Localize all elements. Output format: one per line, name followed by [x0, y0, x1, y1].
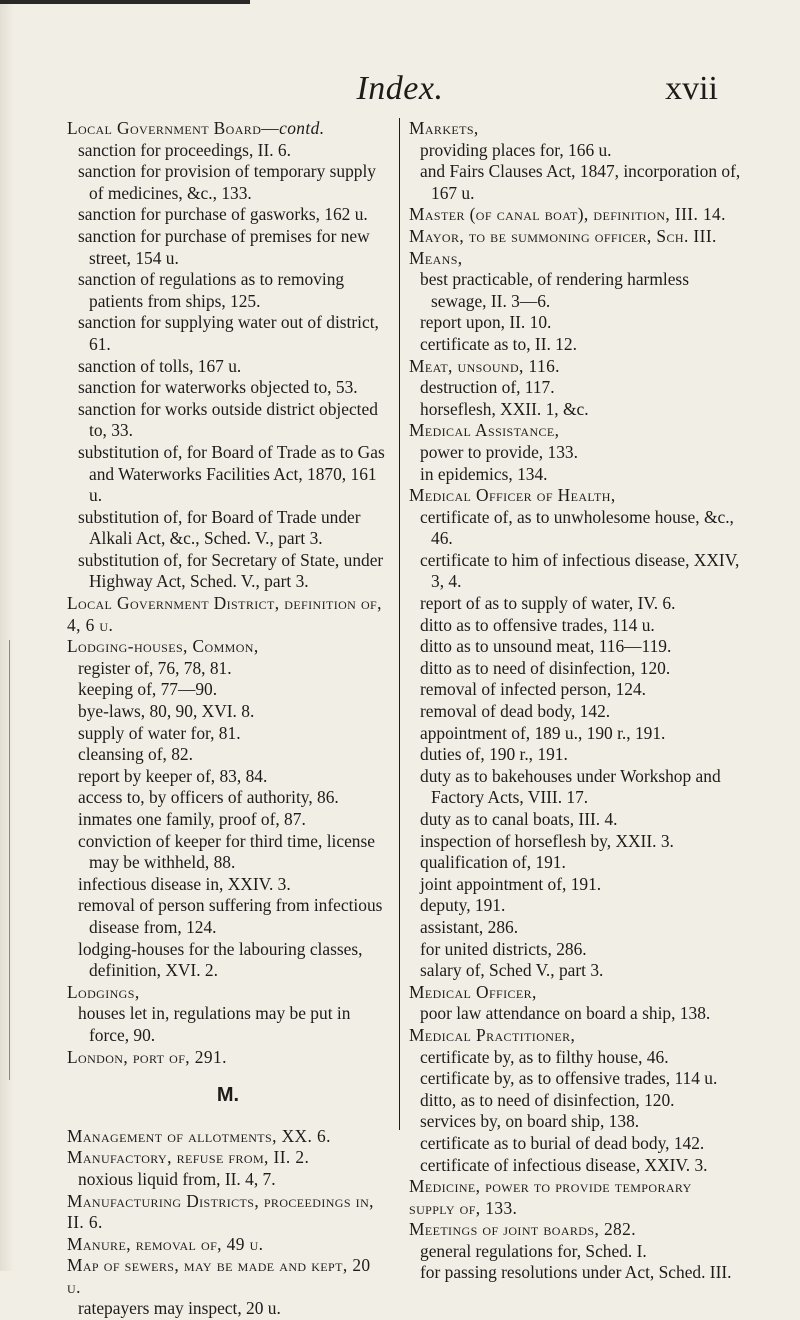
index-subentry: in epidemics, 134.: [420, 463, 548, 484]
index-subentry: sanction for supplying water out of district, 61.: [78, 312, 379, 354]
index-subentry: sanction for provision of temporary supply of medicines, &c., 133.: [78, 161, 377, 203]
heading-text: Meat, unsound, 116.: [409, 355, 560, 376]
index-subentry: deputy, 191.: [420, 895, 506, 916]
index-subentry: cleansing of, 82.: [78, 744, 193, 765]
index-subentry: duties of, 190 r., 191.: [420, 744, 568, 765]
index-subentry: houses let in, regulations may be put in force, 90.: [78, 1003, 351, 1045]
index-subentry: for united districts, 286.: [420, 938, 587, 959]
index-subentry: bye-laws, 80, 90, XVI. 8.: [78, 701, 255, 722]
index-subentry: joint appointment of, 191.: [420, 873, 602, 894]
index-heading-entry: [409, 1176, 742, 1219]
continued-marker: contd.: [279, 118, 325, 138]
index-subentry: keeping of, 77—90.: [78, 679, 218, 700]
spine-edge-line: [9, 640, 10, 1080]
index-heading-entry: [67, 1147, 389, 1169]
index-heading-entry: [67, 982, 389, 1004]
index-subentry: appointment of, 189 u., 190 r., 191.: [420, 722, 666, 743]
index-subentry: ditto as to need of disinfection, 120.: [420, 657, 671, 678]
index-subentry: certificate by, as to filthy house, 46.: [420, 1046, 669, 1067]
index-heading-entry: [409, 982, 742, 1004]
index-subentry: sanction of tolls, 167 u.: [78, 355, 242, 376]
index-subentry: ratepayers may inspect, 20 u.: [78, 1298, 281, 1319]
heading-text: Lodging-houses, Common,: [67, 636, 259, 657]
index-subentry: removal of infected person, 124.: [420, 679, 647, 700]
index-subentry: noxious liquid from, II. 4, 7.: [78, 1168, 276, 1189]
index-subentry: sanction for works outside district objected to, 33.: [78, 398, 378, 441]
heading-text: Local Government District, definition of, 4, 6 u.: [67, 593, 382, 635]
heading-text: Local Government Board—: [67, 118, 280, 138]
heading-text: Manufacturing Districts, proceedings in, II. 6.: [67, 1190, 374, 1233]
heading-text: Means,: [409, 247, 463, 268]
heading-text: Medical Officer of Health,: [409, 485, 616, 506]
index-subentry: poor law attendance on board a ship, 138.: [420, 1003, 711, 1024]
index-heading-entry: [67, 1126, 389, 1148]
index-subentry: services by, on board ship, 138.: [420, 1111, 640, 1132]
page-spine-shadow: [0, 0, 14, 1271]
index-subentry: report of as to supply of water, IV. 6.: [420, 593, 676, 614]
index-subentry: duty as to bakehouses under Workshop and Factory Acts, VIII. 17.: [420, 765, 721, 808]
index-subentry: substitution of, for Board of Trade as to Gas and Waterworks Facilities Act, 1870, 161 u.: [78, 441, 385, 506]
heading-text: Medical Officer,: [409, 981, 537, 1002]
index-subentry: duty as to canal boats, III. 4.: [420, 809, 618, 829]
index-heading-entry: [409, 248, 742, 270]
index-subentry: ditto as to offensive trades, 114 u.: [420, 614, 655, 635]
index-heading-entry: [409, 356, 742, 378]
index-subentry: best practicable, of rendering harmless sewage, II. 3—6.: [420, 269, 689, 311]
index-subentry: sanction for proceedings, II. 6.: [78, 139, 291, 160]
index-heading-entry: [409, 204, 742, 226]
index-heading-entry: [409, 226, 742, 248]
index-subentry: conviction of keeper for third time, license may be withheld, 88.: [78, 830, 375, 873]
index-subentry: register of, 76, 78, 81.: [78, 657, 232, 678]
index-subentry: report by keeper of, 83, 84.: [78, 765, 268, 786]
heading-text: Medical Assistance,: [409, 420, 560, 441]
index-subentry: ditto as to unsound meat, 116—119.: [420, 636, 672, 657]
index-heading-entry: [409, 485, 742, 507]
index-subentry: inmates one family, proof of, 87.: [78, 809, 306, 829]
page-number: xvii: [665, 70, 718, 107]
heading-text: Master (of canal boat), definition, III. 14.: [409, 204, 726, 225]
running-title: Index.: [356, 70, 444, 107]
index-subentry: removal of person suffering from infectious disease from, 124.: [78, 895, 383, 937]
index-heading-entry: [409, 420, 742, 442]
index-heading-entry: [67, 593, 389, 636]
index-subentry: sanction for purchase of premises for new street, 154 u.: [78, 225, 370, 268]
index-subentry: sanction of regulations as to removing patients from ships, 125.: [78, 269, 345, 311]
right-column: [409, 118, 742, 1284]
index-heading-entry: [67, 1255, 389, 1298]
index-subentry: substitution of, for Board of Trade under Alkali Act, &c., Sched. V., part 3.: [78, 506, 361, 549]
index-subentry: ditto, as to need of disinfection, 120.: [420, 1089, 675, 1110]
index-heading-entry: [409, 118, 742, 140]
index-subentry: sanction for purchase of gasworks, 162 u.: [78, 204, 368, 225]
column-divider: [399, 118, 400, 1130]
index-heading-entry: [409, 1219, 742, 1241]
index-heading-entry: [67, 1234, 389, 1256]
index-subentry: certificate of, as to unwholesome house, &c., 46.: [420, 506, 734, 549]
index-heading-entry: [67, 118, 389, 140]
index-subentry: certificate as to burial of dead body, 142.: [420, 1132, 705, 1153]
index-subentry: certificate to him of infectious disease, XXIV, 3, 4.: [420, 549, 740, 592]
index-subentry: substitution of, for Secretary of State, under Highway Act, Sched. V., part 3.: [78, 549, 384, 592]
heading-text: Manure, removal of, 49 u.: [67, 1233, 264, 1254]
index-subentry: supply of water for, 81.: [78, 722, 241, 743]
index-heading-entry: [67, 1047, 389, 1069]
index-subentry: horseflesh, XXII. 1, &c.: [420, 398, 589, 419]
index-subentry: removal of dead body, 142.: [420, 701, 611, 722]
index-subentry: general regulations for, Sched. I.: [420, 1240, 647, 1261]
index-subentry: certificate of infectious disease, XXIV. 3.: [420, 1154, 708, 1175]
heading-text: Map of sewers, may be made and kept, 20 u.: [67, 1255, 371, 1297]
heading-text: Medicine, power to provide temporary supply of, 133.: [409, 1176, 692, 1218]
index-subentry: salary of, Sched V., part 3.: [420, 960, 604, 981]
heading-text: London, port of, 291.: [67, 1046, 227, 1067]
heading-text: Markets,: [409, 118, 479, 138]
index-subentry: inspection of horseflesh by, XXII. 3.: [420, 830, 674, 851]
index-subentry: infectious disease in, XXIV. 3.: [78, 873, 291, 894]
index-subentry: assistant, 286.: [420, 916, 519, 937]
heading-text: Mayor, to be summoning officer, Sch. III.: [409, 225, 717, 246]
index-subentry: destruction of, 117.: [420, 377, 555, 398]
index-subentry: power to provide, 133.: [420, 441, 578, 462]
heading-text: Management of allotments, XX. 6.: [67, 1125, 331, 1146]
index-subentry: and Fairs Clauses Act, 1847, incorporation of, 167 u.: [420, 161, 741, 203]
index-subentry: lodging-houses for the labouring classes, definition, XVI. 2.: [78, 938, 363, 981]
left-column: [67, 118, 389, 1320]
index-heading-entry: [409, 1025, 742, 1047]
index-heading-entry: [67, 1191, 389, 1234]
index-heading-entry: [67, 636, 389, 658]
index-subentry: for passing resolutions under Act, Sched. III.: [420, 1262, 732, 1283]
index-subentry: access to, by officers of authority, 86.: [78, 787, 339, 808]
index-subentry: qualification of, 191.: [420, 852, 566, 873]
index-subentry: report upon, II. 10.: [420, 312, 552, 333]
index-subentry: providing places for, 166 u.: [420, 139, 612, 160]
heading-text: Medical Practitioner,: [409, 1024, 576, 1045]
index-subentry: certificate as to, II. 12.: [420, 333, 577, 354]
top-edge-mark: [0, 0, 250, 4]
heading-text: Lodgings,: [67, 981, 140, 1002]
index-subentry: certificate by, as to offensive trades, 114 u.: [420, 1068, 718, 1089]
section-letter-heading: M.: [216, 1084, 240, 1107]
heading-text: Manufactory, refuse from, II. 2.: [67, 1147, 310, 1168]
heading-text: Meetings of joint boards, 282.: [409, 1219, 636, 1240]
index-subentry: sanction for waterworks objected to, 53.: [78, 377, 358, 398]
